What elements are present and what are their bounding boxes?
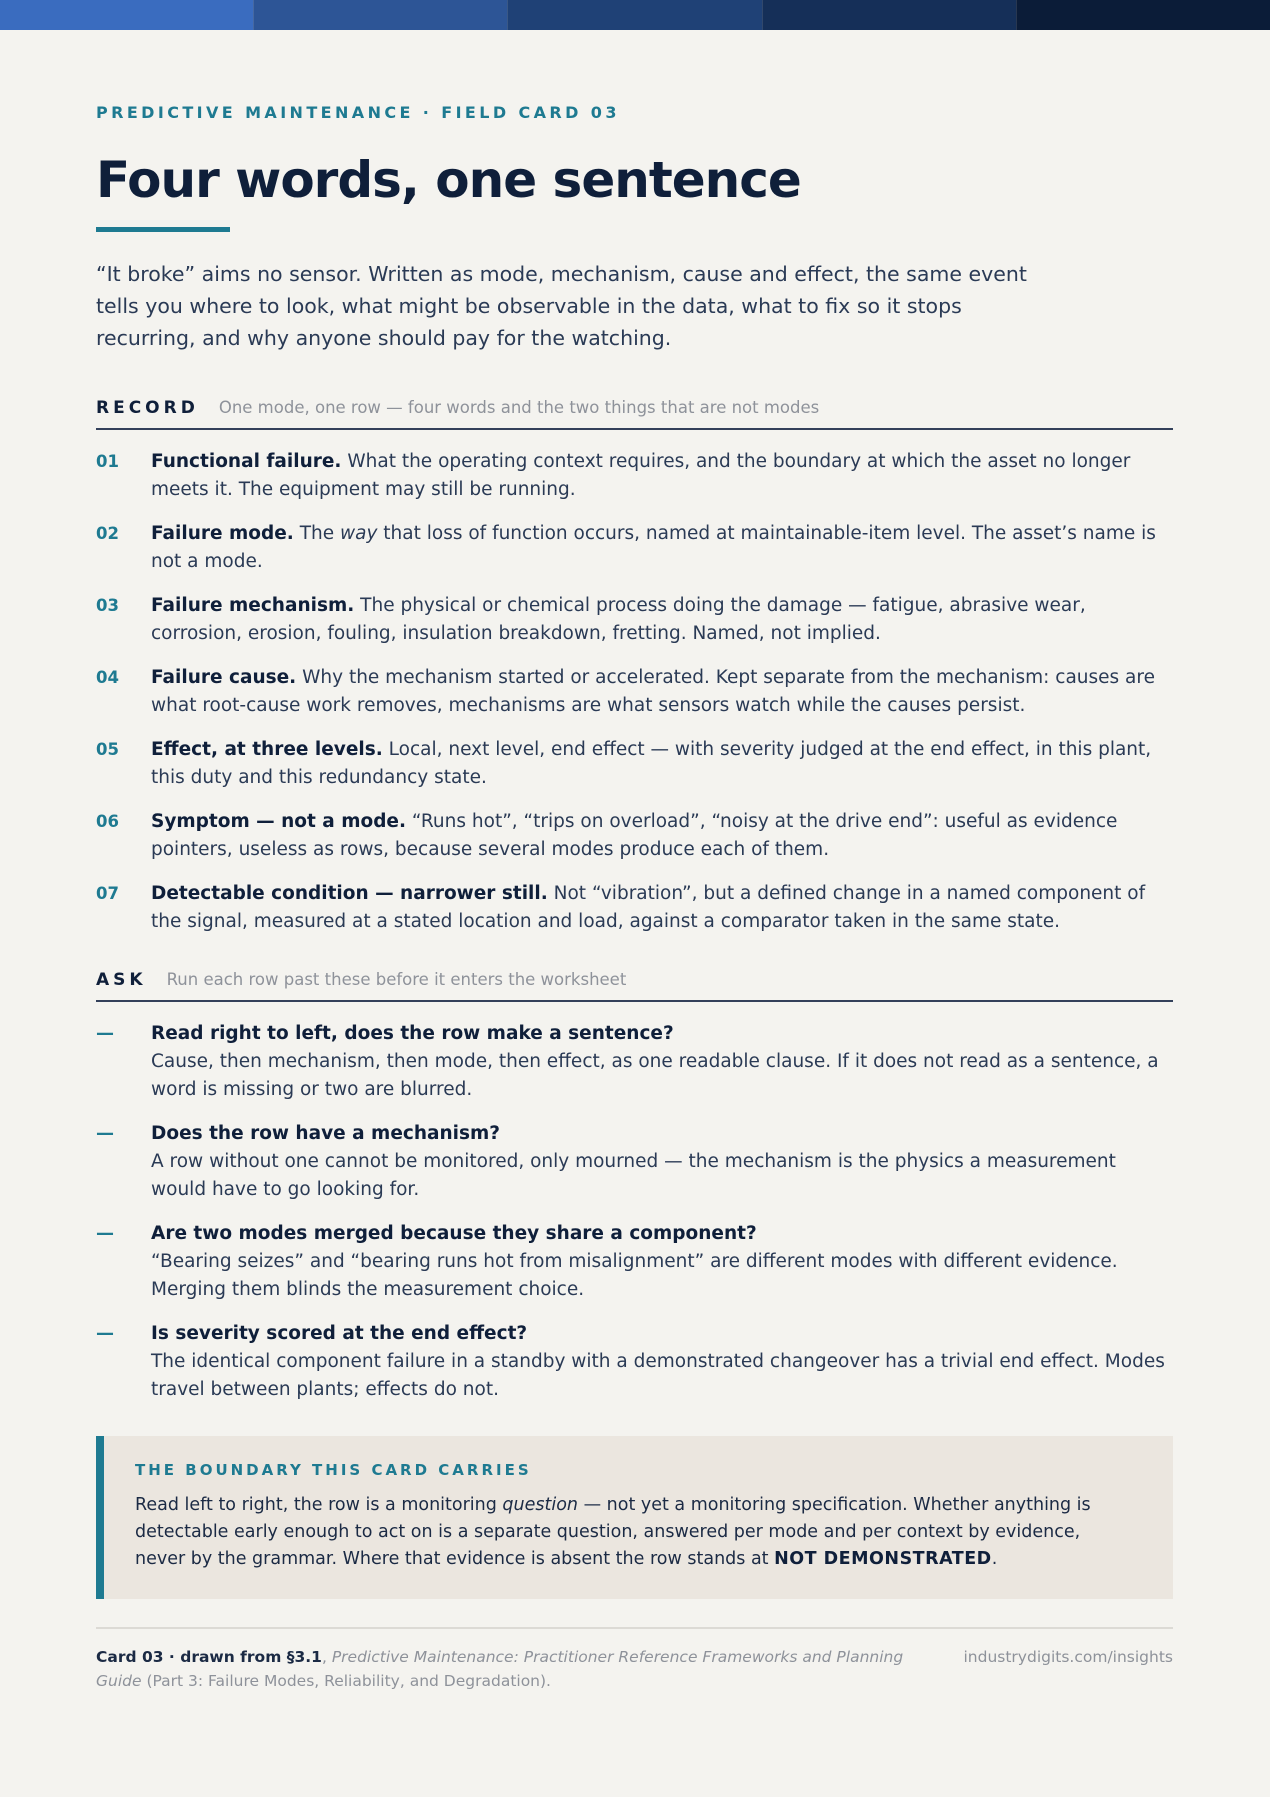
title-underline xyxy=(96,227,230,232)
record-section-header xyxy=(96,398,1173,430)
list-item xyxy=(96,520,1173,576)
ask-label: ASK xyxy=(96,970,147,990)
item-number: 03 xyxy=(96,596,119,615)
record-label: RECORD xyxy=(96,398,199,418)
item-text: Local, next level, end effect — with severity judged at the end effect, in this plant, this duty and this redundancy state. xyxy=(151,739,1152,788)
dash-marker: — xyxy=(96,1323,114,1344)
list-item xyxy=(96,448,1173,504)
question: Read right to left, does the row make a sentence? xyxy=(151,1023,674,1044)
callout-text-part: . xyxy=(991,1549,998,1569)
item-text: The physical or chemical process doing the damage — fatigue, abrasive wear, corrosion, erosion, fouling, insulation breakdown, fretting. Named, not implied. xyxy=(151,595,1086,644)
item-number: 02 xyxy=(96,524,119,543)
color-segment-1 xyxy=(0,0,253,30)
list-item xyxy=(96,736,1173,792)
question-body xyxy=(151,1220,1173,1304)
source-title: Predictive Maintenance: Practitioner Reference Frameworks and Planning Guide xyxy=(96,1648,904,1690)
list-item xyxy=(96,1220,1173,1304)
boundary-callout xyxy=(96,1436,1173,1599)
callout-title: THE BOUNDARY THIS CARD CARRIES xyxy=(135,1461,532,1479)
list-item xyxy=(96,664,1173,720)
list-item xyxy=(96,1320,1173,1404)
list-item xyxy=(96,1120,1173,1204)
color-segment-2 xyxy=(253,0,507,30)
callout-text-part: Read left to right, the row is a monitoring xyxy=(135,1495,503,1515)
question-body xyxy=(151,1120,1173,1204)
answer: A row without one cannot be monitored, only mourned — the mechanism is the physics a measurement would have to go looking for. xyxy=(151,1151,1116,1200)
item-term: Functional failure. xyxy=(151,451,342,472)
dash-marker: — xyxy=(96,1023,114,1044)
callout-text xyxy=(135,1492,1135,1573)
list-item xyxy=(96,808,1173,864)
item-text: Not “vibration”, but a defined change in a named component of the signal, measured at a stated location and load, against a comparator taken in the same state. xyxy=(151,883,1146,932)
item-body xyxy=(151,808,1173,864)
question: Does the row have a mechanism? xyxy=(151,1123,501,1144)
ask-list xyxy=(96,1020,1173,1404)
dash-marker: — xyxy=(96,1223,114,1244)
callout-verdict: NOT DEMONSTRATED xyxy=(774,1549,992,1569)
item-text: “Runs hot”, “trips on overload”, “noisy at the drive end”: useful as evidence pointers, useless as rows, because several modes produce each of them. xyxy=(151,811,1118,860)
list-item xyxy=(96,1020,1173,1104)
item-body xyxy=(151,664,1173,720)
record-description: One mode, one row — four words and the two things that are not modes xyxy=(218,398,820,417)
item-body xyxy=(151,880,1173,936)
color-segment-3 xyxy=(507,0,761,30)
item-body xyxy=(151,592,1173,648)
question: Are two modes merged because they share a component? xyxy=(151,1223,757,1244)
citation xyxy=(96,1645,916,1693)
item-body xyxy=(151,448,1173,504)
answer: The identical component failure in a standby with a demonstrated changeover has a trivial end effect. Modes travel between plants; effects do not. xyxy=(151,1351,1165,1400)
item-term: Failure cause. xyxy=(151,667,297,688)
item-body xyxy=(151,736,1173,792)
question-body xyxy=(151,1020,1173,1104)
color-segment-5 xyxy=(1016,0,1270,30)
answer: Cause, then mechanism, then mode, then effect, as one readable clause. If it does not read as a sentence, a word is missing or two are blurred. xyxy=(151,1051,1159,1100)
source-part: (Part 3: Failure Modes, Reliability, and Degradation). xyxy=(141,1672,551,1690)
kicker: PREDICTIVE MAINTENANCE · FIELD CARD 03 xyxy=(96,103,620,122)
item-term: Failure mode. xyxy=(151,523,294,544)
item-number: 07 xyxy=(96,884,119,903)
item-text: Why the mechanism started or accelerated. Kept separate from the mechanism: causes are what root-cause work removes, mechanisms are what sensors watch while the causes persist. xyxy=(151,667,1155,716)
item-term: Detectable condition — narrower still. xyxy=(151,883,548,904)
question: Is severity scored at the end effect? xyxy=(151,1323,528,1344)
item-text-pre: The xyxy=(293,523,340,544)
site-url: industrydigits.com/insights xyxy=(963,1648,1173,1666)
item-number: 05 xyxy=(96,740,119,759)
color-segment-4 xyxy=(762,0,1016,30)
list-item xyxy=(96,592,1173,648)
ask-description: Run each row past these before it enters the worksheet xyxy=(166,970,627,989)
dash-marker: — xyxy=(96,1123,114,1144)
lede-paragraph: “It broke” aims no sensor. Written as mode, mechanism, cause and effect, the same event tells you where to look, what might be observable in the data, what to fix so it stops recurring, and why anyone should pay for the watching. xyxy=(96,262,1027,350)
item-term: Symptom — not a mode. xyxy=(151,811,407,832)
top-color-bar xyxy=(0,0,1270,30)
field-card xyxy=(96,30,1173,1693)
record-list xyxy=(96,448,1173,936)
card-reference: Card 03 · drawn from §3.1 xyxy=(96,1648,322,1666)
list-item xyxy=(96,880,1173,936)
footer-divider xyxy=(96,1627,1173,1629)
question-body xyxy=(151,1320,1173,1404)
item-number: 04 xyxy=(96,668,119,687)
ask-section-header xyxy=(96,970,1173,1002)
page-title: Four words, one sentence xyxy=(96,151,801,209)
item-text: What the operating context requires, and the boundary at which the asset no longer meets it. The equipment may still be running. xyxy=(151,451,1131,500)
item-emphasis: way xyxy=(339,523,378,544)
footer xyxy=(96,1645,1173,1693)
item-body xyxy=(151,520,1173,576)
callout-text-part: — not yet a monitoring specification. Whether anything is detectable early enough to act on is a separate question, answered per mode and per context by evidence, never by the grammar. Where that evidence is absent the row stands at xyxy=(135,1495,1091,1569)
answer: “Bearing seizes” and “bearing runs hot from misalignment” are different modes with different evidence. Merging them blinds the measurement choice. xyxy=(151,1251,1118,1300)
item-number: 06 xyxy=(96,812,119,831)
item-number: 01 xyxy=(96,452,119,471)
citation-separator: , xyxy=(321,1648,332,1666)
item-term: Failure mechanism. xyxy=(151,595,355,616)
item-text: that loss of function occurs, named at maintainable-item level. The asset’s name is not a mode. xyxy=(151,523,1156,572)
callout-emphasis: question xyxy=(502,1495,579,1515)
item-term: Effect, at three levels. xyxy=(151,739,383,760)
